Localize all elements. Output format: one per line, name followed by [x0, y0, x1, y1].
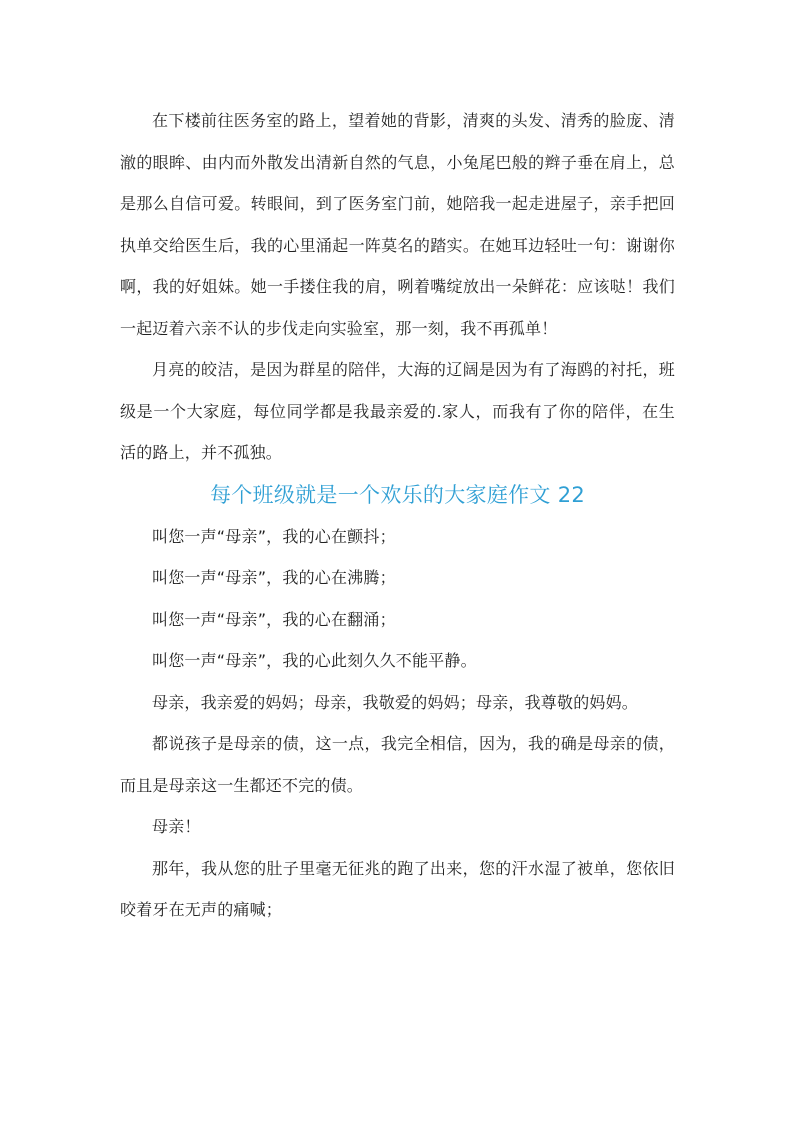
- paragraph-call-2: 叫您一声“母亲”，我的心在沸腾；: [152, 568, 396, 587]
- paragraph-call-1: 叫您一声“母亲”，我的心在颤抖；: [152, 526, 396, 546]
- paragraph-moon: 月亮的皎洁，是因为群星的陪伴，大海的辽阔是因为有了海鸥的衬托，班级是一个大家庭，每位同学都是我最亲爱的.家人，而我有了你的陪伴，在生活的路上，并不孤独。: [120, 360, 675, 462]
- paragraph-mother-exclaim: 母亲！: [152, 817, 201, 836]
- document-body: [120, 100, 675, 931]
- paragraph-birth: 那年，我从您的肚子里毫无征兆的跑了出来，您的汗水湿了被单，您依旧咬着牙在无声的痛喊；: [120, 858, 675, 919]
- paragraph-debt: 都说孩子是母亲的债，这一点，我完全相信，因为，我的确是母亲的债，而且是母亲这一生都还不完的债。: [120, 734, 675, 795]
- paragraph-call-3: 叫您一声“母亲”，我的心在翻涌；: [152, 609, 396, 629]
- section-heading: 每个班级就是一个欢乐的大家庭作文 22: [209, 482, 586, 507]
- paragraph-mother-names: 母亲，我亲爱的妈妈；母亲，我敬爱的妈妈；母亲，我尊敬的妈妈。: [152, 692, 639, 712]
- paragraph-hallway: 在下楼前往医务室的路上，望着她的背影，清爽的头发、清秀的脸庞、清澈的眼眸、由内而外散发出清新自然的气息，小兔尾巴般的辫子垂在肩上，总是那么自信可爱。转眼间，到了医务室门前，她陪我一起走进屋子，亲手把回执单交给医生后，我的心里涌起一阵莫名的踏实。在她耳边轻吐一句：谢谢你啊，我的好姐妹。她一手搂住我的肩，咧着嘴绽放出一朵鲜花：应该哒！我们一起迈着六亲不认的步伐走向实验室，那一刻，我不再孤单！: [120, 111, 675, 338]
- paragraph-call-4: 叫您一声“母亲”，我的心此刻久久不能平静。: [152, 651, 477, 670]
